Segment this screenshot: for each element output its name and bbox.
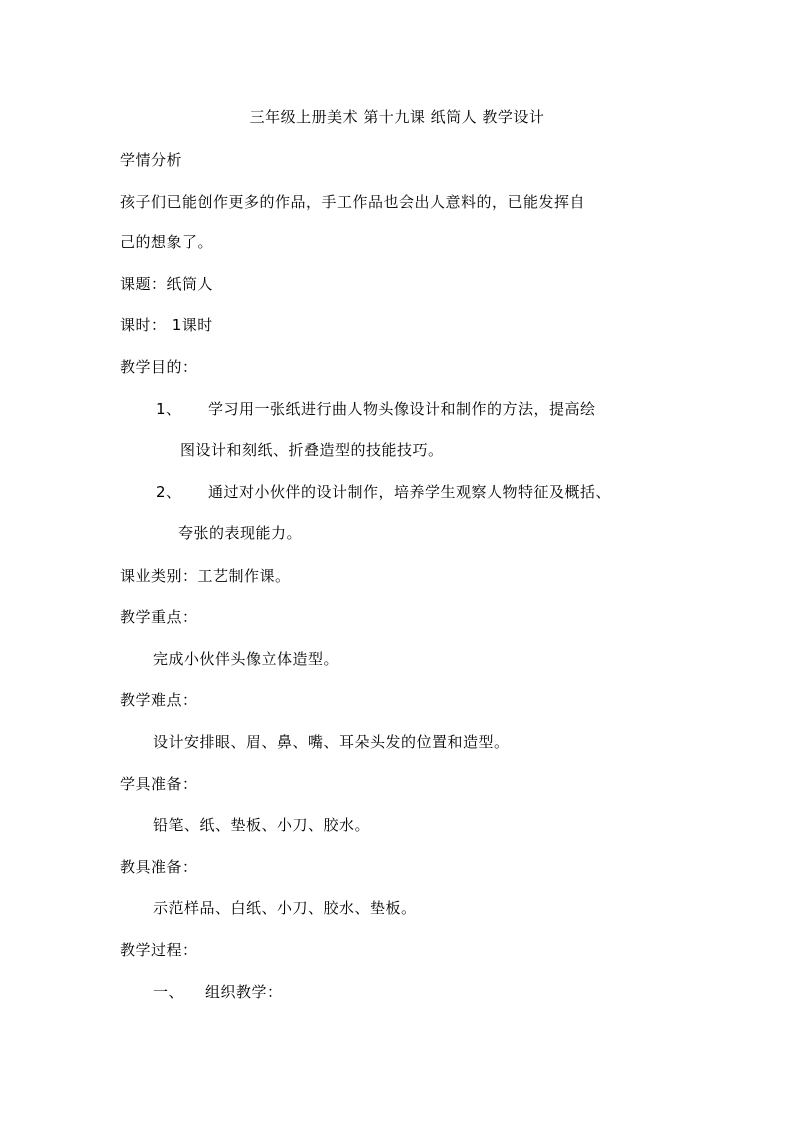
goal-1-line1 [156,399,596,419]
difficulty-text: 设计安排眼、眉、鼻、嘴、耳朵头发的位置和造型。 [153,733,510,751]
process-step-1-number: 一、 [153,983,185,1001]
analysis-heading: 学情分析 [120,151,183,169]
goal-1-text: 学习用一张纸进行曲人物头像设计和制作的方法，提高绘 [208,400,596,418]
process-step-1 [153,982,283,1002]
category-line: 课业类别：工艺制作课。 [120,567,291,585]
analysis-text-line1: 孩子们已能创作更多的作品，手工作品也会出人意料的，已能发挥自 [120,193,586,211]
teacher-tools-text: 示范样品、白纸、小刀、胶水、垫板。 [153,899,417,917]
goal-2-text: 通过对小伙伴的设计制作，培养学生观察人物特征及概括、 [208,483,612,501]
goal-1-line2: 图设计和刻纸、折叠造型的技能技巧。 [180,441,444,459]
goal-2-number: 2、 [156,483,182,501]
topic-line: 课题：纸筒人 [120,275,214,293]
process-heading: 教学过程： [120,941,198,959]
goal-2-line1 [156,482,611,502]
hours-line: 课时： 1课时 [120,316,213,334]
student-tools-heading: 学具准备： [120,775,198,793]
goal-2-line2: 夸张的表现能力。 [178,524,303,542]
student-tools-text: 铅笔、纸、垫板、小刀、胶水。 [153,816,371,834]
goal-1-number: 1、 [156,400,182,418]
key-text: 完成小伙伴头像立体造型。 [153,650,340,668]
teacher-tools-heading: 教具准备： [120,858,198,876]
analysis-text-line2: 己的想象了。 [120,233,214,251]
difficulty-heading: 教学难点： [120,691,198,709]
key-heading: 教学重点： [120,608,198,626]
document-title: 三年级上册美术 第十九课 纸筒人 教学设计 [249,108,545,126]
process-step-1-text: 组织教学： [205,983,283,1001]
goals-heading: 教学目的： [120,358,198,376]
